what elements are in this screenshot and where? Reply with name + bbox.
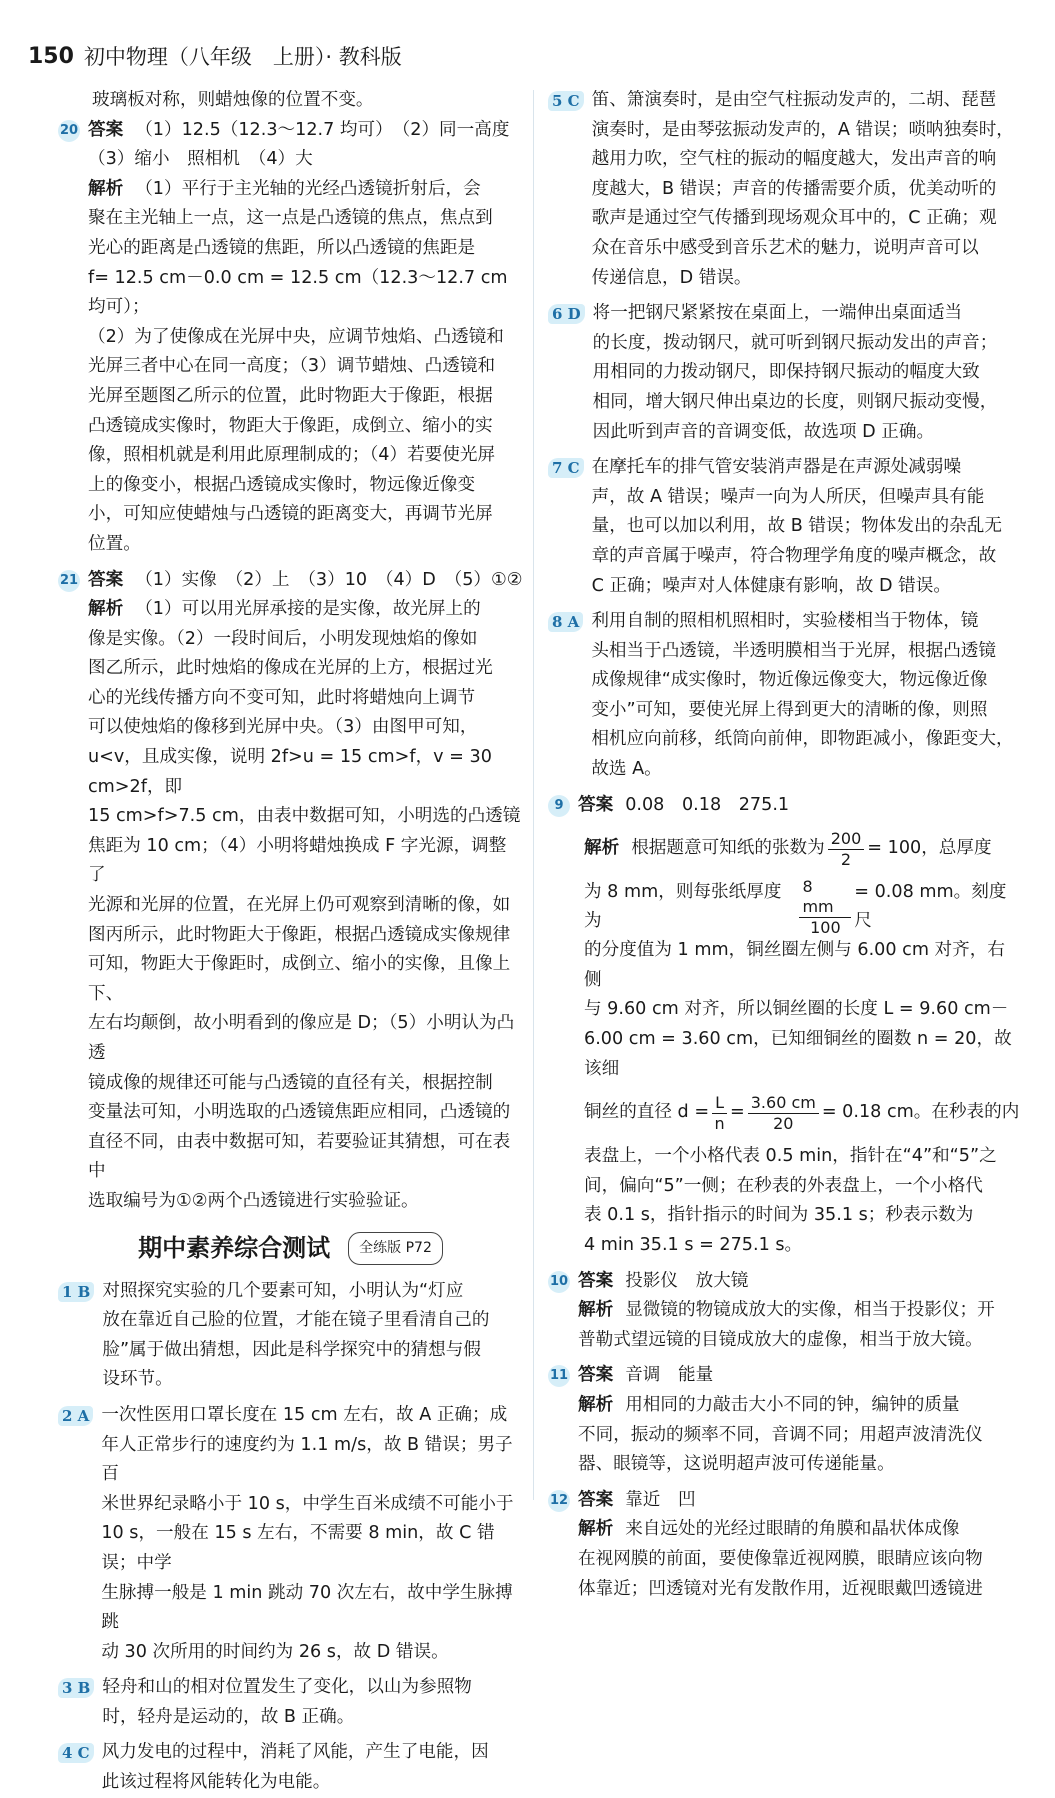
explanation-line: 此该过程将风能转化为电能。: [101, 1772, 331, 1793]
section-page-ref: 全练版 P72: [348, 1232, 443, 1266]
question-number: 21: [58, 570, 80, 592]
explanation-line: f= 12.5 cm－0.0 cm = 12.5 cm（12.3～12.7 cm 均可）；: [88, 267, 508, 318]
answer-badge: 4 C: [58, 1743, 94, 1763]
question-10: [548, 1267, 1022, 1356]
explanation-line: 变量法可知，小明选取的凸透镜焦距应相同，凸透镜的: [88, 1102, 511, 1123]
question-1: [58, 1277, 523, 1395]
question-number: 12: [548, 1490, 570, 1512]
fraction: [748, 1093, 819, 1134]
explanation-line: 时，轻舟是运动的，故 B 正确。: [102, 1706, 355, 1727]
explanation-line: 米世界纪录略小于 10 s，中学生百米成绩不可能小于: [101, 1493, 514, 1514]
explanation-line: 变小”可知，要使光屏上得到更大的清晰的像，则照: [591, 699, 988, 720]
column-divider: [533, 90, 534, 1500]
answer-text: 靠近 凹: [625, 1489, 696, 1510]
explanation-line: 表 0.1 s，指针指示的时间为 35.1 s；秒表示数为: [584, 1205, 974, 1226]
explanation-line: 像，照相机就是利用此原理制成的；（4）若要使光屏: [88, 445, 496, 466]
explanation-line: 度越大，B 错误；声音的传播需要介质，优美动听的: [591, 178, 997, 199]
explanation-line: C 正确；噪声对人体健康有影响，故 D 错误。: [591, 575, 951, 596]
explanation-line: 来自远处的光经过眼睛的角膜和晶状体成像: [625, 1519, 960, 1540]
book-title: 初中物理（八年级 上册）· 教科版: [83, 45, 402, 69]
explanation-line: 动 30 次所用的时间约为 26 s，故 D 错误。: [101, 1641, 449, 1662]
question-4: [58, 1738, 523, 1797]
explanation-line: 聚在主光轴上一点，这一点是凸透镜的焦点，焦点到: [88, 208, 493, 229]
explanation-line: 设环节。: [102, 1369, 173, 1390]
answer-text: 音调 能量: [625, 1365, 714, 1386]
explanation-label: 解析: [578, 1519, 614, 1540]
explanation-line: 的分度值为 1 mm，铜丝圈左侧与 6.00 cm 对齐，右侧: [584, 940, 1005, 990]
explanation-label: 解析: [88, 599, 124, 620]
explanation-label: 解析: [578, 1394, 614, 1415]
fraction: [828, 829, 865, 870]
fraction: [799, 877, 851, 938]
explanation-line: 体靠近；凹透镜对光有发散作用，近视眼戴凹透镜进: [578, 1578, 983, 1599]
explanation-line: 传递信息，D 错误。: [591, 267, 752, 288]
answer-badge: 7 C: [548, 458, 584, 478]
question-6: [548, 299, 1022, 447]
explanation-line: 图丙所示，此时物距大于像距，根据凸透镜成实像规律: [88, 924, 511, 945]
explanation-label: 解析: [584, 838, 620, 859]
question-9: [548, 791, 1022, 821]
explanation-line: 心的光线传播方向不变可知，此时将蜡烛向上调节: [88, 687, 476, 708]
answer-text: （1）12.5（12.3～12.7 均可） （2）同一高度: [135, 119, 510, 140]
explanation-line: 利用自制的照相机照相时，实验楼相当于物体，镜: [591, 611, 979, 632]
explanation-line: 间，偏向“5”一侧；在秒表的外表盘上，一个小格代: [584, 1175, 983, 1196]
explanation-line: 4 min 35.1 s = 275.1 s。: [584, 1235, 803, 1255]
explanation-line: 越用力吹，空气柱的振动的幅度越大，发出声音的响: [591, 149, 997, 170]
question-number: 10: [548, 1271, 570, 1293]
explanation-line: 演奏时，是由琴弦振动发声的，A 错误；唢呐独奏时，: [591, 119, 1014, 140]
answer-badge: 5 C: [548, 91, 584, 111]
fraction-numerator: 3.60 cm: [748, 1093, 819, 1114]
explanation-label: 解析: [88, 178, 124, 199]
explanation-line: 选取编号为①②两个凸透镜进行实验验证。: [88, 1190, 419, 1211]
explanation-line: 凸透镜成实像时，物距大于像距，成倒立、缩小的实: [88, 415, 493, 436]
explanation-line: 器、眼镜等，这说明超声波可传递能量。: [578, 1454, 895, 1475]
explanation-line: 普勒式望远镜的目镜成放大的虚像，相当于放大镜。: [578, 1329, 983, 1350]
explanation-line: u<v，且成实像，说明 2f>u = 15 cm>f，v = 30 cm>2f，即: [88, 747, 492, 797]
explanation-line: 位置。: [88, 533, 141, 554]
explanation-text: = 0.08 mm。刻度尺: [854, 881, 1007, 932]
explanation-line: 在视网膜的前面，要使像靠近视网膜，眼睛应该向物: [578, 1548, 983, 1569]
explanation-line: （1）可以用光屏承接的是实像，故光屏上的: [135, 599, 481, 620]
explanation-line: 用相同的力敲击大小不同的钟，编钟的质量: [625, 1394, 960, 1415]
explanation-text: 根据题意可知纸的张数为: [631, 838, 825, 859]
explanation-line: 小，可知应使蜡烛与凸透镜的距离变大，再调节光屏: [88, 504, 493, 525]
explanation-line: （1）平行于主光轴的光经凸透镜折射后，会: [135, 178, 481, 199]
explanation-line: 镜成像的规律还可能与凸透镜的直径有关，根据控制: [88, 1072, 493, 1093]
explanation-line: 图乙所示，此时烛焰的像成在光屏的上方，根据过光: [88, 658, 493, 679]
explanation-line: 量，也可以加以利用，故 B 错误；物体发出的杂乱无: [591, 516, 1002, 537]
answer-badge: 8 A: [548, 612, 583, 632]
answer-text: 0.08 0.18 275.1: [625, 794, 790, 815]
explanation-line: 故选 A。: [591, 759, 662, 780]
explanation-line: （2）为了使像成在光屏中央，应调节烛焰、凸透镜和: [88, 326, 504, 347]
explanation-text: = 0.18 cm。在秒表的内: [821, 1102, 1020, 1123]
explanation-line: 用相同的力拨动钢尺，即保持钢尺振动的幅度大致: [592, 362, 980, 383]
fraction-denominator: 2: [840, 849, 852, 869]
question-20: [58, 116, 523, 560]
explanation-line: 上的像变小，根据凸透镜成实像时，物远像近像变: [88, 474, 476, 495]
question-7: [548, 453, 1022, 601]
explanation-line: 焦距为 10 cm；（4）小明将蜡烛换成 F 字光源，调整了: [88, 835, 507, 886]
answer-text: 投影仪 放大镜: [625, 1270, 749, 1291]
fraction-denominator: 20: [773, 1113, 794, 1133]
left-column: [58, 86, 523, 1798]
explanation-line: 一次性医用口罩长度在 15 cm 左右，故 A 正确；成: [101, 1404, 508, 1425]
explanation-line: 众在音乐中感受到音乐艺术的魅力，说明声音可以: [591, 237, 979, 258]
continued-text: 玻璃板对称，则蜡烛像的位置不变。: [92, 90, 374, 110]
fraction-numerator: 200: [828, 829, 865, 850]
explanation-line: 不同，振动的频率不同，音调不同；用超声波清洗仪: [578, 1424, 983, 1445]
explanation-line: 放在靠近自己脸的位置，才能在镜子里看清自己的: [102, 1310, 490, 1331]
fraction-numerator: 8 mm: [799, 877, 851, 918]
explanation-line: 10 s，一般在 15 s 左右，不需要 8 min，故 C 错误；中学: [101, 1523, 495, 1573]
question-number: 11: [548, 1365, 570, 1387]
right-column: [548, 86, 1022, 1604]
answer-badge: 3 B: [58, 1678, 94, 1698]
answer-text: （3）缩小 照相机 （4）大: [88, 149, 313, 170]
question-12: [548, 1486, 1022, 1604]
explanation-line: 头相当于凸透镜，半透明膜相当于光屏，根据凸透镜: [591, 640, 996, 661]
section-heading: [58, 1225, 523, 1273]
explanation-text: 为 8 mm，则每张纸厚度为: [584, 881, 782, 932]
explanation-line: 轻舟和山的相对位置发生了变化，以山为参照物: [102, 1677, 472, 1698]
fraction-numerator: L: [712, 1093, 727, 1114]
answer-label: 答案: [88, 119, 124, 140]
answer-label: 答案: [578, 1365, 614, 1386]
explanation-line: 歌声是通过空气传播到现场观众耳中的，C 正确；观: [591, 208, 997, 229]
explanation-line: 15 cm>f>7.5 cm，由表中数据可知，小明选的凸透镜: [88, 806, 521, 827]
question-9-explanation: [548, 820, 1022, 1260]
explanation-line: 光心的距离是凸透镜的焦距，所以凸透镜的焦距是: [88, 237, 476, 258]
explanation-line: 的长度，拨动钢尺，就可听到钢尺振动发出的声音；: [592, 332, 998, 353]
explanation-line: 相同，增大钢尺伸出桌边的长度，则钢尺振动变慢，: [592, 391, 998, 412]
explanation-line: 光屏三者中心在同一高度；（3）调节蜡烛、凸透镜和: [88, 356, 496, 377]
explanation-line: 因此听到声音的音调变低，故选项 D 正确。: [592, 421, 935, 442]
question-8: [548, 607, 1022, 785]
fraction-denominator: 100: [810, 917, 841, 937]
explanation-line: 年人正常步行的速度约为 1.1 m/s，故 B 错误；男子百: [101, 1434, 513, 1485]
question-5: [548, 86, 1022, 293]
fraction-denominator: n: [714, 1113, 725, 1133]
explanation-text: = 100，总厚度: [867, 838, 992, 859]
explanation-line: 对照探究实验的几个要素可知，小明认为“灯应: [102, 1280, 464, 1301]
explanation-line: 6.00 cm = 3.60 cm，已知细铜丝的圈数 n = 20，故该细: [584, 1029, 1012, 1079]
explanation-line: 直径不同，由表中数据可知，若要验证其猜想，可在表中: [88, 1131, 511, 1182]
explanation-line: 表盘上，一个小格代表 0.5 min，指针在“4”和“5”之: [584, 1146, 997, 1167]
question-2: [58, 1401, 523, 1667]
explanation-line: 光源和光屏的位置，在光屏上仍可观察到清晰的像，如: [88, 895, 511, 916]
fraction-line: [584, 820, 1022, 878]
answer-badge: 1 B: [58, 1282, 94, 1302]
answer-badge: 2 A: [58, 1406, 93, 1426]
explanation-text: =: [730, 1102, 745, 1123]
explanation-text: 铜丝的直径 d =: [584, 1102, 710, 1123]
explanation-line: 成像规律“成实像时，物近像远像变大，物远像近像: [591, 670, 988, 691]
explanation-line: 声，故 A 错误；噪声一向为人所厌，但噪声具有能: [591, 486, 985, 507]
explanation-line: 在摩托车的排气管安装消声器是在声源处减弱噪: [591, 457, 962, 478]
answer-label: 答案: [88, 569, 124, 590]
question-number: 9: [548, 795, 570, 817]
page-number: 150: [28, 43, 74, 69]
explanation-line: 光屏至题图乙所示的位置，此时物距大于像距，根据: [88, 385, 493, 406]
question-11: [548, 1361, 1022, 1479]
question-number: 20: [58, 120, 80, 142]
explanation-line: 可知，物距大于像距时，成倒立、缩小的实像，且像上下、: [88, 954, 511, 1004]
explanation-line: 生脉搏一般是 1 min 跳动 70 次左右，故中学生脉搏跳: [101, 1582, 513, 1633]
explanation-line: 将一把钢尺紧紧按在桌面上，一端伸出桌面适当: [592, 303, 963, 324]
explanation-line: 笛、箫演奏时，是由空气柱振动发声的，二胡、琵琶: [591, 90, 997, 110]
answer-label: 答案: [578, 1270, 614, 1291]
page-header: [28, 40, 402, 72]
explanation-line: 风力发电的过程中，消耗了风能，产生了电能，因: [101, 1742, 489, 1763]
explanation-line: 左右均颠倒，故小明看到的像应是 D；（5）小明认为凸透: [88, 1013, 515, 1063]
explanation-line: 显微镜的物镜成放大的实像，相当于投影仪；开: [625, 1300, 995, 1321]
answer-text: （1）实像 （2）上 （3）10 （4）D （5）①②: [135, 569, 523, 590]
fraction-line: [584, 878, 1022, 936]
answer-label: 答案: [578, 794, 614, 815]
explanation-line: 像是实像。（2）一段时间后，小明发现烛焰的像如: [88, 628, 478, 649]
answer-label: 答案: [578, 1489, 614, 1510]
section-title: 期中素养综合测试: [138, 1233, 331, 1262]
question-3: [58, 1673, 523, 1732]
explanation-line: 章的声音属于噪声，符合物理学角度的噪声概念，故: [591, 545, 997, 566]
explanation-line: 与 9.60 cm 对齐，所以铜丝圈的长度 L = 9.60 cm－: [584, 999, 1009, 1020]
explanation-line: 可以使烛焰的像移到光屏中央。（3）由图甲可知，: [88, 717, 478, 738]
fraction-line: [584, 1084, 1022, 1142]
question-21: [58, 566, 523, 1217]
explanation-label: 解析: [578, 1300, 614, 1321]
explanation-line: 相机应向前移，纸筒向前伸，即物距减小，像距变大，: [591, 729, 1014, 750]
fraction: [712, 1093, 727, 1134]
explanation-line: 脸”属于做出猜想，因此是科学探究中的猜想与假: [102, 1339, 481, 1360]
answer-badge: 6 D: [548, 304, 585, 324]
